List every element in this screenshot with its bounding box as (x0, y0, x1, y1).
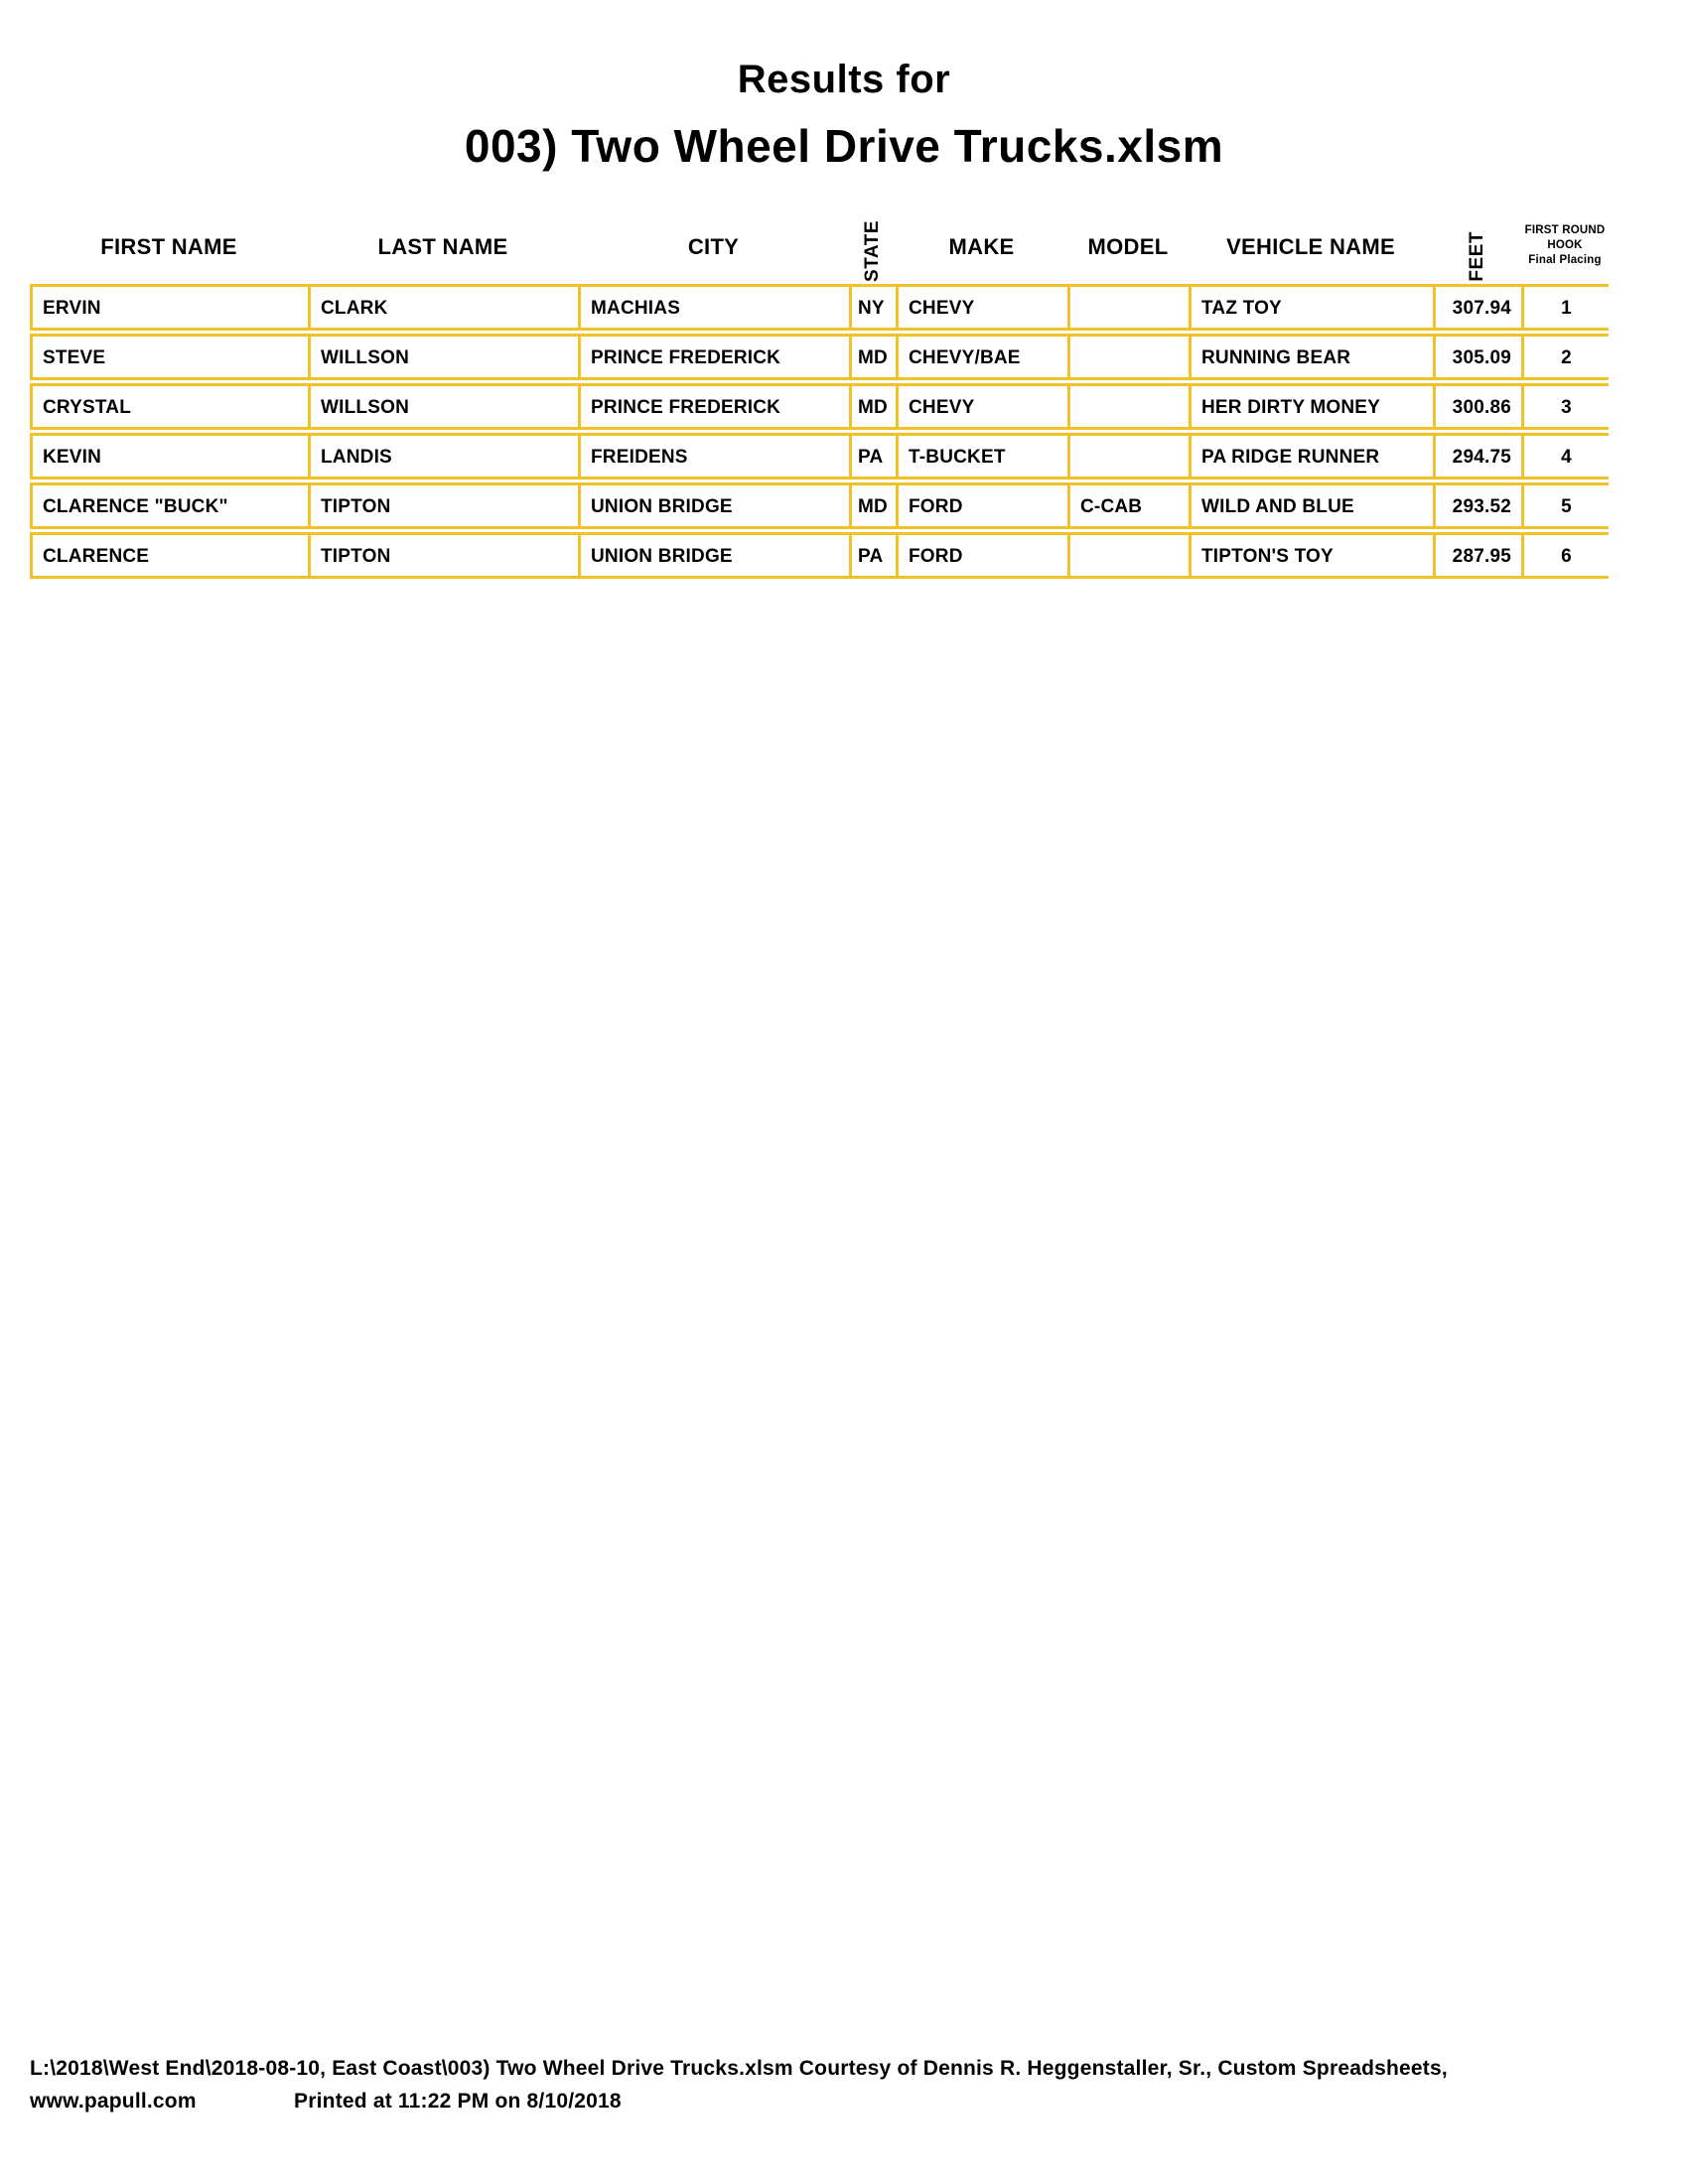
column-header-label: LAST NAME (377, 234, 508, 259)
column-header-label: VEHICLE NAME (1226, 234, 1395, 259)
table-header-row (30, 199, 1609, 284)
cell-last-name: TIPTON (308, 535, 578, 576)
cell-vehicle-name: PA RIDGE RUNNER (1189, 436, 1433, 477)
cell-make: CHEVY (896, 287, 1067, 328)
footer-website: www.papull.com (30, 2090, 197, 2113)
cell-vehicle-name: WILD AND BLUE (1189, 485, 1433, 526)
table-row (30, 383, 1609, 430)
cell-final-placing: 4 (1521, 436, 1609, 477)
page-title-prefix: Results for (737, 58, 951, 101)
cell-final-placing: 1 (1521, 287, 1609, 328)
cell-city: FREIDENS (578, 436, 849, 477)
column-header-model (1067, 199, 1189, 284)
cell-first-name: CLARENCE "BUCK" (43, 496, 228, 517)
column-header-label: CITY (687, 234, 740, 259)
cell-final-placing: 3 (1521, 386, 1609, 427)
cell-model (1067, 287, 1189, 328)
cell-model: C-CAB (1067, 485, 1189, 526)
cell-last-name: WILLSON (308, 386, 578, 427)
table-row (30, 482, 1609, 529)
column-header-line: Final Placing (1528, 254, 1602, 266)
table-row (30, 334, 1609, 380)
cell-final-placing: 2 (1521, 337, 1609, 377)
cell-state: MD (849, 386, 896, 427)
cell-make: CHEVY/BAE (896, 337, 1067, 377)
cell-feet: 307.94 (1433, 287, 1521, 328)
column-header-label: MODEL (1087, 234, 1169, 259)
column-header-state (849, 199, 896, 284)
cell-feet: 294.75 (1433, 436, 1521, 477)
cell-model (1067, 436, 1189, 477)
cell-city: PRINCE FREDERICK (578, 337, 849, 377)
cell-vehicle-name: RUNNING BEAR (1189, 337, 1433, 377)
column-header-label: MAKE (948, 234, 1015, 259)
column-header-vehicle-name (1189, 199, 1433, 284)
table-body (30, 284, 1609, 579)
column-header-feet (1433, 199, 1521, 284)
cell-last-name: TIPTON (308, 485, 578, 526)
column-header-label-rotated: STATE (861, 220, 883, 282)
table-row (30, 532, 1609, 579)
cell-feet: 305.09 (1433, 337, 1521, 377)
cell-final-placing: 5 (1521, 485, 1609, 526)
cell-make: T-BUCKET (896, 436, 1067, 477)
cell-feet: 293.52 (1433, 485, 1521, 526)
cell-state: NY (849, 287, 896, 328)
column-header-city (578, 199, 849, 284)
cell-vehicle-name: HER DIRTY MONEY (1189, 386, 1433, 427)
cell-state: MD (849, 337, 896, 377)
column-header-last-name (308, 199, 578, 284)
cell-state: PA (849, 535, 896, 576)
cell-feet: 300.86 (1433, 386, 1521, 427)
footer-printed-timestamp: Printed at 11:22 PM on 8/10/2018 (294, 2090, 622, 2113)
cell-final-placing: 6 (1521, 535, 1609, 576)
cell-state: PA (849, 436, 896, 477)
page-footer (30, 2057, 1448, 2114)
cell-first-name: CLARENCE (43, 546, 150, 567)
page-title-filename: 003) Two Wheel Drive Trucks.xlsm (464, 120, 1224, 172)
cell-first-name: CRYSTAL (43, 397, 132, 418)
cell-vehicle-name: TIPTON'S TOY (1189, 535, 1433, 576)
footer-file-path: L:\2018\West End\2018-08-10, East Coast\003) Two Wheel Drive Trucks.xlsm Courtesy of Dennis R. Heggenstaller, Sr., Custom Spreadsheets, (30, 2057, 1448, 2080)
cell-make: CHEVY (896, 386, 1067, 427)
cell-make: FORD (896, 485, 1067, 526)
cell-last-name: LANDIS (308, 436, 578, 477)
cell-model (1067, 535, 1189, 576)
column-header-final-placing (1521, 199, 1609, 284)
cell-feet: 287.95 (1433, 535, 1521, 576)
cell-first-name: KEVIN (43, 447, 102, 468)
column-header-label: FIRST NAME (100, 234, 237, 259)
column-header-first-name (30, 199, 308, 284)
column-header-line: FIRST ROUND (1524, 224, 1606, 236)
cell-vehicle-name: TAZ TOY (1189, 287, 1433, 328)
cell-city: UNION BRIDGE (578, 535, 849, 576)
cell-last-name: WILLSON (308, 337, 578, 377)
column-header-make (896, 199, 1067, 284)
cell-last-name: CLARK (308, 287, 578, 328)
cell-state: MD (849, 485, 896, 526)
cell-first-name: STEVE (43, 347, 106, 368)
cell-model (1067, 337, 1189, 377)
cell-city: MACHIAS (578, 287, 849, 328)
cell-city: UNION BRIDGE (578, 485, 849, 526)
cell-first-name: ERVIN (43, 298, 101, 319)
cell-model (1067, 386, 1189, 427)
table-row (30, 284, 1609, 331)
cell-city: PRINCE FREDERICK (578, 386, 849, 427)
column-header-label-rotated: FEET (1466, 231, 1487, 282)
results-table (30, 199, 1609, 582)
table-row (30, 433, 1609, 479)
cell-make: FORD (896, 535, 1067, 576)
column-header-line: HOOK (1547, 239, 1583, 251)
footer-second-line (30, 2090, 1448, 2114)
